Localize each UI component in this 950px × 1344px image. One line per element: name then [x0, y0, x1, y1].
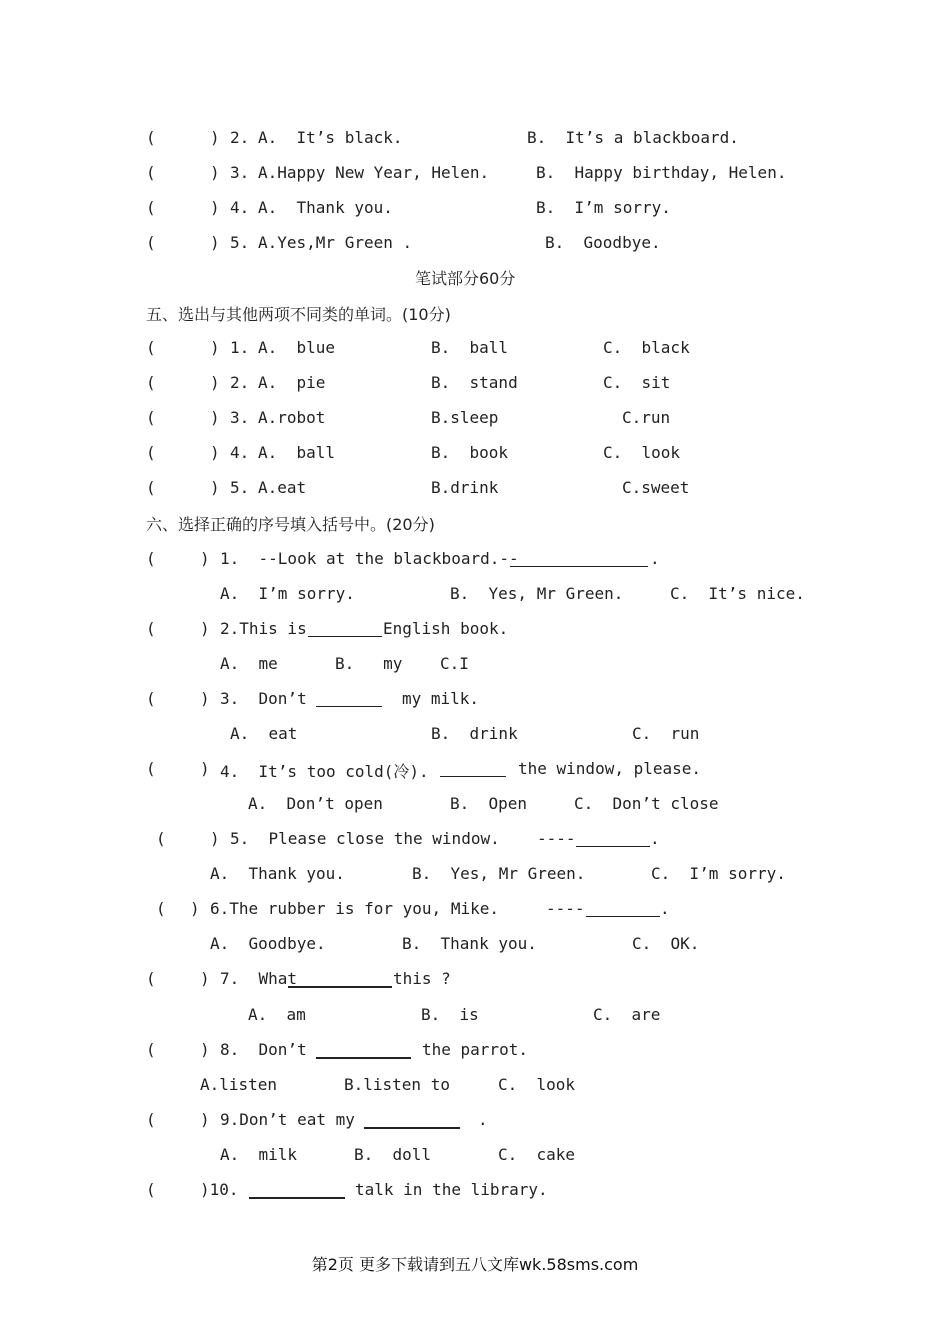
section6-title: 六、选择正确的序号填入括号中。(20分) [146, 515, 435, 534]
answer-blank[interactable] [510, 552, 648, 567]
answer-blank[interactable] [586, 902, 660, 917]
answer-blank[interactable] [440, 762, 506, 777]
answer-blank[interactable] [308, 622, 382, 637]
section5-title: 五、选出与其他两项不同类的单词。(10分) [146, 305, 451, 324]
answer-blank[interactable] [576, 832, 650, 847]
page-footer: 第2页 更多下载请到五八文库wk.58sms.com [311, 1255, 639, 1274]
answer-blank[interactable] [249, 1183, 345, 1199]
answer-blank[interactable] [364, 1113, 460, 1129]
written-section-title: 笔试部分60分 [415, 269, 516, 288]
answer-blank[interactable] [288, 972, 392, 988]
answer-blank[interactable] [316, 1043, 411, 1059]
answer-blank[interactable] [316, 692, 382, 707]
